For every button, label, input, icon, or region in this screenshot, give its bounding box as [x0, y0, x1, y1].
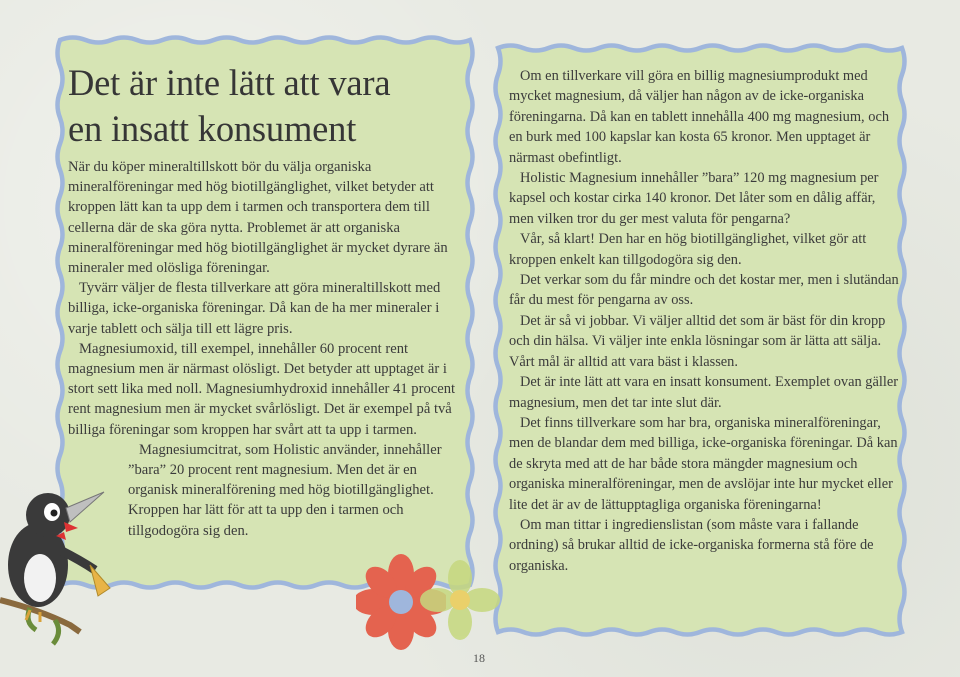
left-paragraph-2: Tyvärr väljer de flesta tillverkare att göra mineraltillskott med billiga, icke-organiska föreningar. Då kan de ha mer mineraler i varje tablett och sälja till ett lägre pris. — [68, 280, 441, 337]
page-number: 18 — [473, 651, 485, 665]
flower-green-icon — [420, 560, 500, 640]
left-paragraph-1: När du köper mineraltillskott bör du välja organiska mineralföreningar med hög biotillgänglighet, vilket betyder att kroppen lätt kan ta upp dem i tarmen och transportera dem till cellerna där de ska göra nytta. Problemet är att organiska mineralföreningar med hög biotillgänglighet är mycket dyrare än mineraler med olösliga föreningar. — [68, 159, 448, 277]
left-paragraph-3: Magnesiumoxid, till exempel, innehåller 60 procent rent magnesium men är närmast olösligt. Det betyder att upptaget är i stort sett lika med noll. Magnesiumhydroxid innehåller 41 procent rent magnesium men är mycket svårlösligt. Det är exempel på två billiga föreningar som kroppen har svårt att ta upp i tarmen. — [68, 340, 456, 438]
right-paragraph-7: Det finns tillverkare som har bra, organiska mineralföreningar, men de blandar dem med billiga, icke-organiska föreningar. Då kan de skryta med att de har både stora mängder magnesium och organiska mineralföreningar, men de avslöjar inte hur mycket eller lite det är av de lättupptagliga organiska föreningarna! — [509, 414, 898, 513]
right-paragraph-1: Om en tillverkare vill göra en billig magnesiumprodukt med mycket magnesium, då väljer han någon av de icke-organiska föreningarna. Då kan en tablett innehålla 400 mg magnesium, och en burk med 100 kapslar kan kosta 65 kronor. Men upptaget är närmast obefintligt. — [509, 68, 890, 166]
title-line-1: Det är inte lätt att vara — [68, 62, 391, 103]
right-paragraph-8: Om man tittar i ingredienslistan (som måste vara i fallande ordning) så brukar alltid de icke-organiska formerna stå före de organiska. — [509, 516, 874, 574]
article-title — [68, 60, 466, 152]
right-paragraph-2: Holistic Magnesium innehåller ”bara” 120 mg magnesium per kapsel och kostar cirka 140 kronor. Det låter som en dålig affär, men vilken tror du ger mest valuta för pengarna? — [509, 170, 879, 227]
left-paragraph-4: Magnesiumcitrat, som Holistic använder, innehåller ”bara” 20 procent rent magnesium. Men det är en organisk mineralförening med hög biotillgänglighet. Kroppen har lätt för att ta upp den i tarmen och tillgodogöra sig den. — [128, 441, 442, 539]
right-paragraph-6: Det är inte lätt att vara en insatt konsument. Exemplet ovan gäller magnesium, men det tar inte slut där. — [509, 374, 899, 411]
right-paragraph-4: Det verkar som du får mindre och det kostar mer, men i slutändan får du mest för pengarna av oss. — [509, 272, 899, 309]
right-paragraph-3: Vår, så klart! Den har en hög biotillgänglighet, vilket gör att kroppen enkelt kan tillgodogöra sig den. — [509, 231, 867, 268]
bird-icon — [0, 470, 140, 650]
title-line-2: en insatt konsument — [68, 108, 357, 149]
right-paragraph-5: Det är så vi jobbar. Vi väljer alltid det som är bäst för din kropp och din hälsa. Vi väljer inte enkla lösningar som är lätta att sälja. Vårt mål är alltid att vara bäst i klassen. — [509, 312, 886, 370]
right-text-panel — [490, 40, 910, 640]
